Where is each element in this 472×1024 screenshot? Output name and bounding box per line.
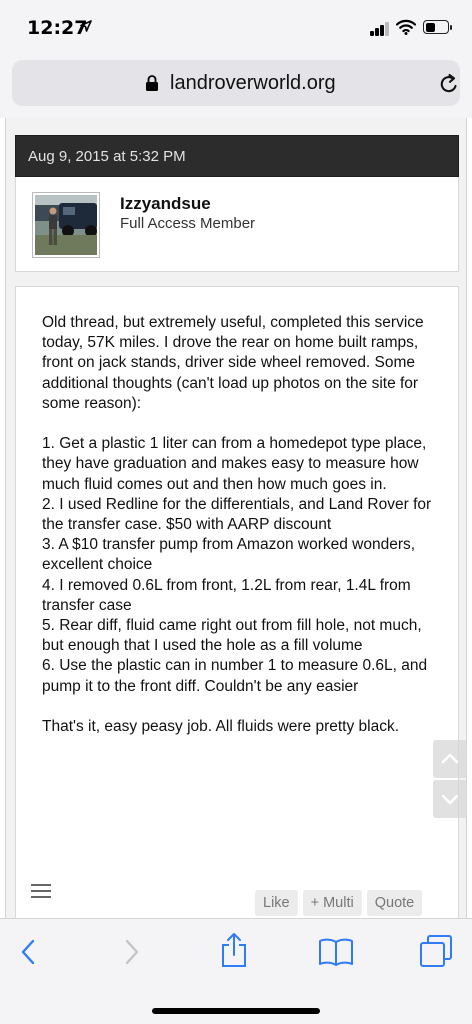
tabs-icon[interactable] xyxy=(419,934,453,968)
post-date: Aug 9, 2015 at 5:32 PM xyxy=(28,148,186,165)
wifi-icon xyxy=(396,19,416,35)
chevron-up-icon xyxy=(433,740,467,778)
status-bar xyxy=(0,0,472,58)
bookmarks-book-icon[interactable] xyxy=(318,937,354,967)
post-actions xyxy=(255,890,422,916)
hamburger-menu-icon[interactable] xyxy=(31,884,51,902)
multi-quote-button[interactable]: + Multi xyxy=(303,890,362,916)
avatar[interactable] xyxy=(32,192,100,258)
user-title: Full Access Member xyxy=(120,215,256,232)
home-indicator[interactable] xyxy=(152,1008,320,1014)
scroll-to-top-button[interactable] xyxy=(433,740,467,778)
web-page xyxy=(0,118,472,918)
address-bar[interactable] xyxy=(12,60,460,106)
back-chevron-icon[interactable] xyxy=(18,937,38,967)
like-button[interactable]: Like xyxy=(255,890,298,916)
forward-chevron-icon[interactable] xyxy=(122,937,142,967)
lock-icon xyxy=(145,74,159,92)
scroll-to-bottom-button[interactable] xyxy=(433,780,467,818)
browser-toolbar xyxy=(0,918,472,1024)
quote-button[interactable]: Quote xyxy=(367,890,423,916)
chevron-down-icon xyxy=(433,780,467,818)
post-header xyxy=(15,135,459,177)
message-content xyxy=(15,286,459,918)
cellular-signal-icon xyxy=(370,22,390,36)
share-icon[interactable] xyxy=(220,931,248,969)
address-bar-area xyxy=(0,58,472,118)
battery-icon xyxy=(423,20,449,34)
reload-icon[interactable] xyxy=(439,73,459,95)
message-text: Old thread, but extremely useful, completed this service today, 57K miles. I drove the rear on home built ramps, front on jack stands, driver side wheel removed. Some additional thoughts (can't load up photos on the site for some reason): 1. Get a plastic 1 liter can from a homedepot type place, they have graduation and makes easy to measure how much fluid comes out and then how much goes in. 2. I used Redline for the differentials, and Land Rover for the transfer case. $50 with AARP discount 3. A $10 transfer pump from Amazon worked wonders, excellent choice 4. I removed 0.6L from front, 1.2L from rear, 1.4L from transfer case 5. Rear diff, fluid came right out from fill hole, not much, but enough that I used the hole as a fill volume 6. Use the plastic can in number 1 to measure 0.6L, and pump it to the front diff. Couldn't be any easier That's it, easy peasy job. All fluids were pretty black. xyxy=(42,314,432,736)
username[interactable]: Izzyandsue xyxy=(120,194,211,213)
forum-post-container xyxy=(5,118,467,918)
user-panel xyxy=(15,177,459,272)
url-text[interactable]: landroverworld.org xyxy=(170,72,336,94)
status-time: 12:27 xyxy=(27,17,88,39)
location-arrow-icon xyxy=(80,20,92,32)
